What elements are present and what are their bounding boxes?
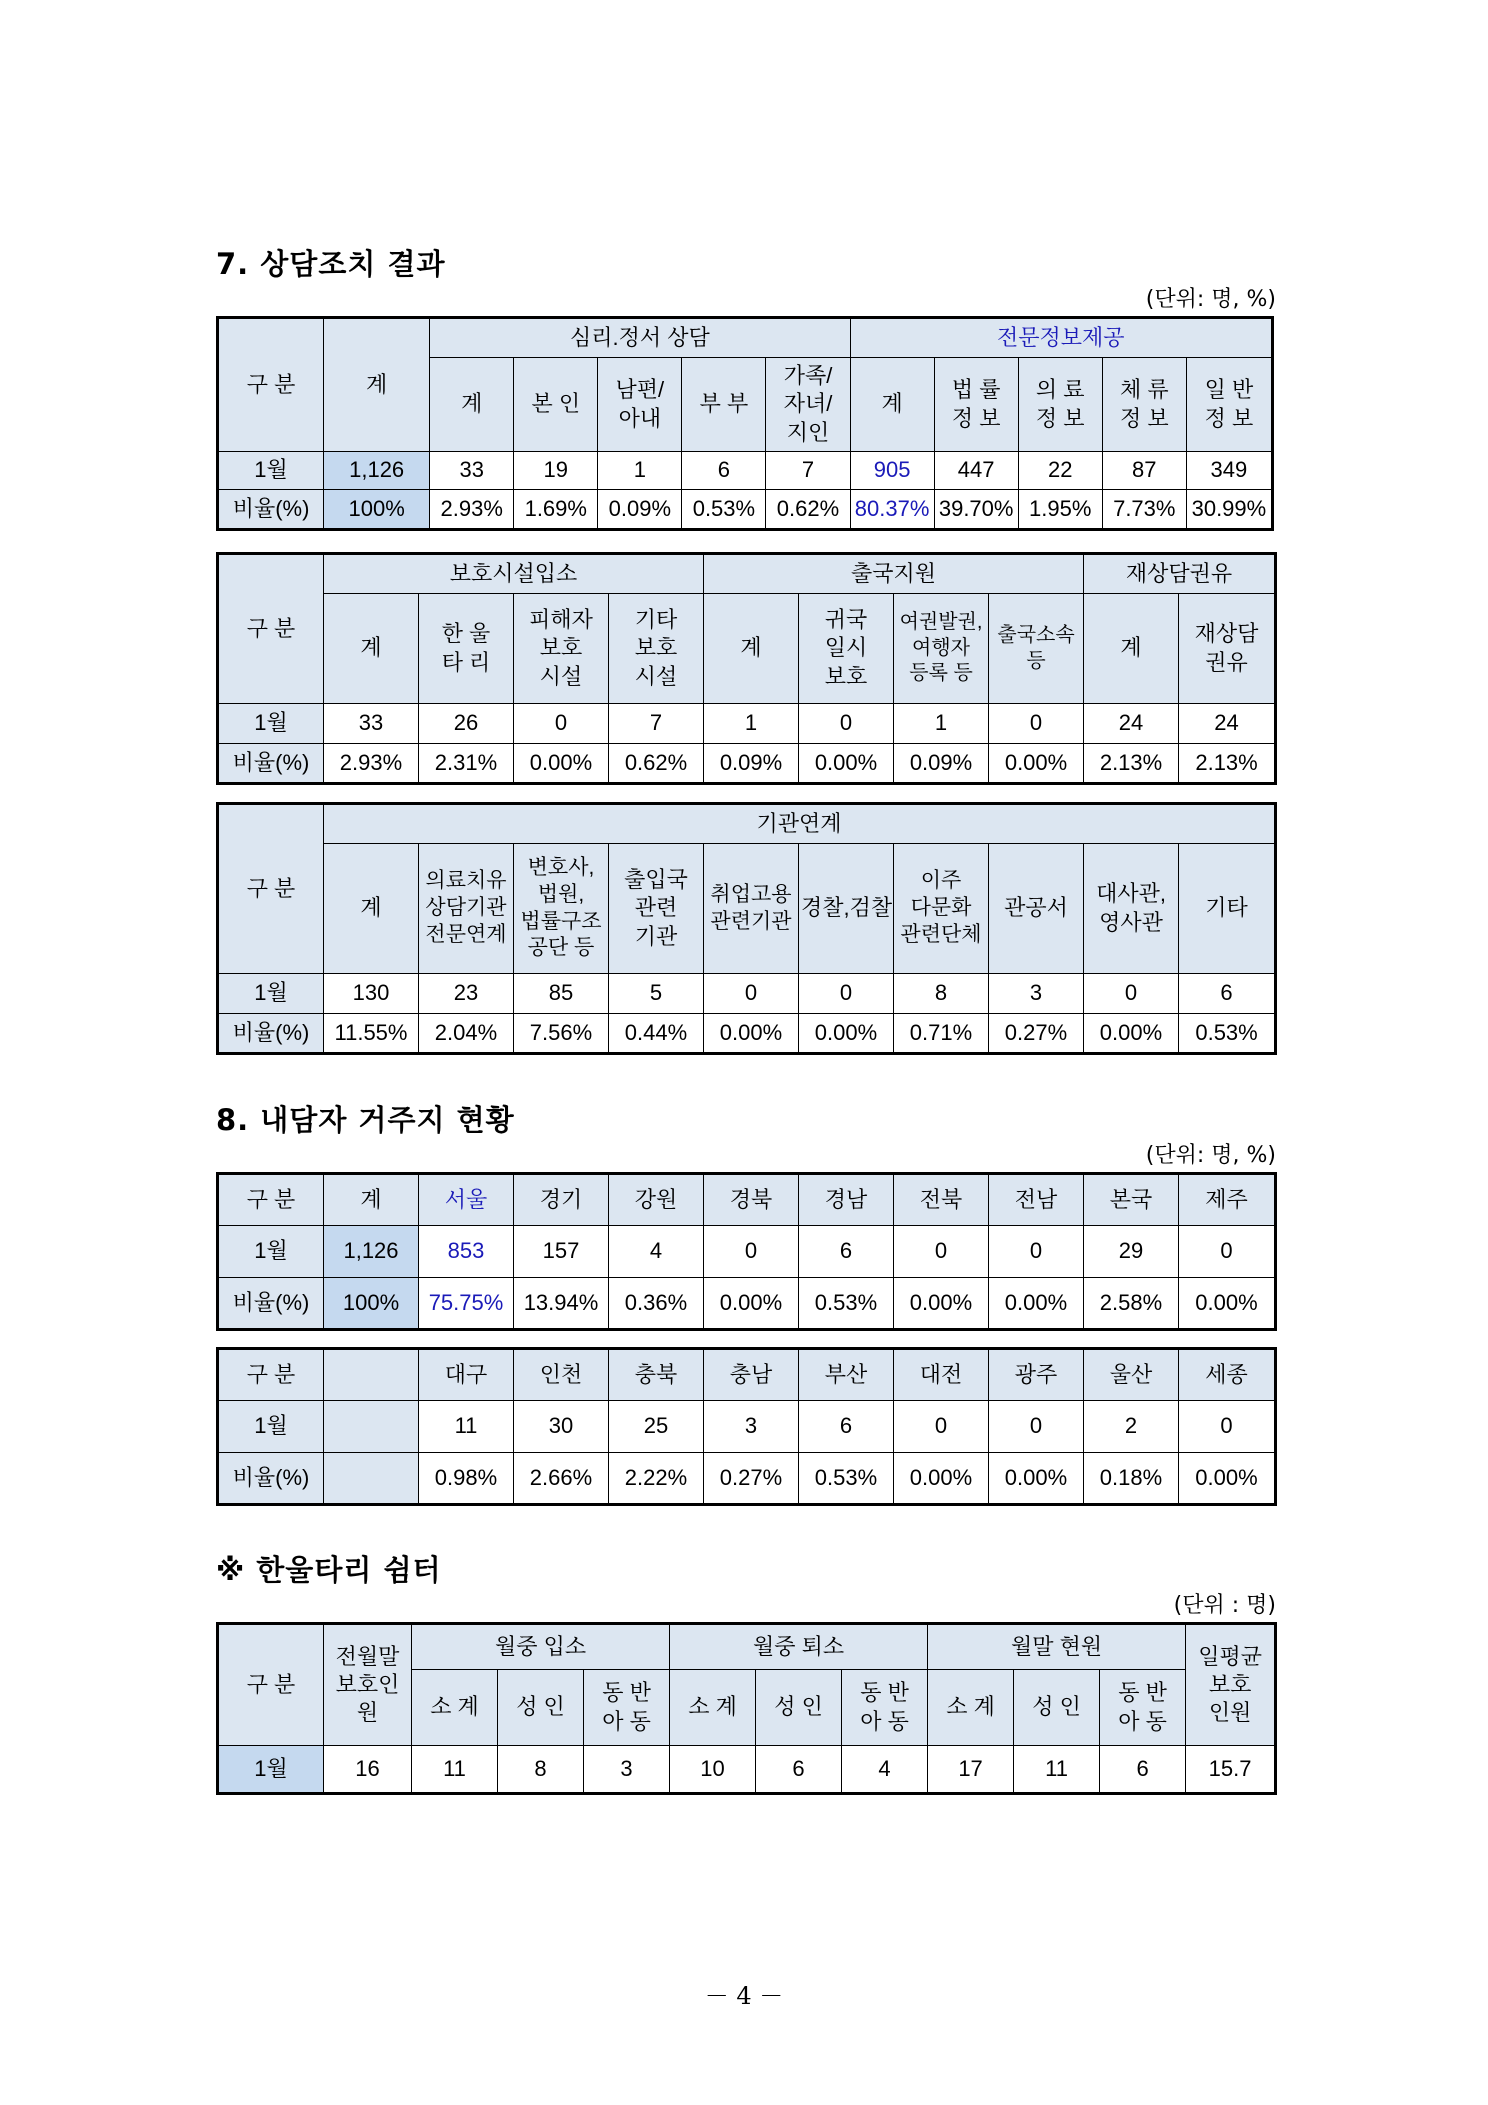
cell: 80.37% [850, 490, 934, 530]
col-header: 계 [324, 1174, 419, 1226]
cell: 0.00% [894, 1278, 989, 1330]
cell: 100% [324, 490, 430, 530]
sub-col: 동 반 아 동 [1100, 1670, 1186, 1746]
cell: 0.44% [609, 1014, 704, 1054]
cell: 11.55% [324, 1014, 419, 1054]
col-gubun: 구 분 [218, 318, 324, 452]
cell: 1.69% [514, 490, 598, 530]
cell: 8 [894, 974, 989, 1014]
cell: 0.62% [609, 744, 704, 784]
col-header: 부산 [799, 1349, 894, 1401]
cell: 4 [609, 1226, 704, 1278]
col-header: 귀국 일시 보호 [799, 594, 894, 704]
cell: 26 [419, 704, 514, 744]
cell: 30 [514, 1401, 609, 1453]
psych-col: 부 부 [682, 358, 766, 452]
cell: 75.75% [419, 1278, 514, 1330]
sub-col: 성 인 [1014, 1670, 1100, 1746]
info-col: 법 률 정 보 [934, 358, 1018, 452]
cell: 0.00% [704, 1014, 799, 1054]
cell: 0.00% [704, 1278, 799, 1330]
col-header: 전북 [894, 1174, 989, 1226]
cell: 0.62% [766, 490, 850, 530]
cell: 87 [1102, 452, 1186, 490]
row-label: 비율(%) [218, 490, 324, 530]
cell: 0.98% [419, 1453, 514, 1505]
shelter-table [216, 1622, 1277, 1795]
cell: 2 [1084, 1401, 1179, 1453]
col-header: 출국소속 등 [989, 594, 1084, 704]
cell: 16 [324, 1746, 412, 1794]
counseling-result-table-3 [216, 802, 1277, 1055]
sub-col: 동 반 아 동 [584, 1670, 670, 1746]
cell: 0 [1179, 1401, 1276, 1453]
cell: 2.31% [419, 744, 514, 784]
cell: 0.09% [894, 744, 989, 784]
cell: 6 [756, 1746, 842, 1794]
col-header: 출입국 관련 기관 [609, 844, 704, 974]
col-header: 계 [704, 594, 799, 704]
col-header: 피해자 보호 시설 [514, 594, 609, 704]
cell: 1 [704, 704, 799, 744]
row-label: 비율(%) [218, 1278, 324, 1330]
col-header: 서울 [419, 1174, 514, 1226]
cell: 0.00% [799, 744, 894, 784]
cell: 39.70% [934, 490, 1018, 530]
cell: 853 [419, 1226, 514, 1278]
cell: 905 [850, 452, 934, 490]
cell: 2.22% [609, 1453, 704, 1505]
col-header: 관공서 [989, 844, 1084, 974]
cell: 2.13% [1179, 744, 1276, 784]
col-header: 전남 [989, 1174, 1084, 1226]
cell: 33 [324, 704, 419, 744]
section-7-title: 7. 상담조치 결과 [216, 247, 446, 281]
sub-col: 성 인 [498, 1670, 584, 1746]
cell: 0.71% [894, 1014, 989, 1054]
cell [324, 1401, 419, 1453]
info-col: 계 [850, 358, 934, 452]
cell: 7.56% [514, 1014, 609, 1054]
col-total: 계 [324, 318, 430, 452]
group-in: 월중 입소 [412, 1624, 670, 1670]
col-header: 경북 [704, 1174, 799, 1226]
cell: 5 [609, 974, 704, 1014]
row-label: 1월 [218, 452, 324, 490]
group-departure: 출국지원 [704, 554, 1084, 594]
cell: 6 [1100, 1746, 1186, 1794]
cell: 1 [894, 704, 989, 744]
cell: 0 [704, 1226, 799, 1278]
col-header: 본국 [1084, 1174, 1179, 1226]
col-header: 인천 [514, 1349, 609, 1401]
cell: 0.00% [894, 1453, 989, 1505]
cell: 0.27% [704, 1453, 799, 1505]
cell: 0.00% [989, 744, 1084, 784]
group-info: 전문정보제공 [850, 318, 1272, 358]
col-header: 구 분 [218, 1349, 324, 1401]
cell: 2.58% [1084, 1278, 1179, 1330]
cell: 17 [928, 1746, 1014, 1794]
section-8-title: 8. 내담자 거주지 현황 [216, 1103, 515, 1137]
residence-table-2 [216, 1347, 1277, 1506]
sub-col: 성 인 [756, 1670, 842, 1746]
group-recounsel: 재상담권유 [1084, 554, 1276, 594]
col-header: 기타 보호 시설 [609, 594, 704, 704]
col-gubun: 구 분 [218, 554, 324, 704]
cell: 6 [799, 1226, 894, 1278]
col-header: 구 분 [218, 1174, 324, 1226]
shelter-title: ※ 한울타리 쉼터 [216, 1553, 442, 1587]
row-label: 1월 [218, 1226, 324, 1278]
col-header: 의료치유 상담기관 전문연계 [419, 844, 514, 974]
row-label: 1월 [218, 1401, 324, 1453]
cell: 15.7 [1186, 1746, 1276, 1794]
cell: 0.09% [704, 744, 799, 784]
cell: 1.95% [1018, 490, 1102, 530]
cell: 6 [682, 452, 766, 490]
col-header: 기타 [1179, 844, 1276, 974]
col-header: 변호사, 법원, 법률구조 공단 등 [514, 844, 609, 974]
group-agency: 기관연계 [324, 804, 1276, 844]
cell: 1,126 [324, 452, 430, 490]
cell: 19 [514, 452, 598, 490]
cell: 29 [1084, 1226, 1179, 1278]
cell: 0 [894, 1401, 989, 1453]
col-header: 제주 [1179, 1174, 1276, 1226]
psych-col: 남편/ 아내 [598, 358, 682, 452]
row-label: 1월 [218, 1746, 324, 1794]
cell: 0 [799, 704, 894, 744]
cell: 0 [989, 1226, 1084, 1278]
cell: 23 [419, 974, 514, 1014]
cell: 0.00% [989, 1278, 1084, 1330]
cell: 3 [584, 1746, 670, 1794]
shelter-unit: (단위 : 명) [1173, 1593, 1276, 1618]
section-7-unit: (단위: 명, %) [1145, 287, 1276, 312]
cell: 7.73% [1102, 490, 1186, 530]
cell: 7 [609, 704, 704, 744]
cell: 6 [1179, 974, 1276, 1014]
cell: 30.99% [1186, 490, 1272, 530]
col-header: 세종 [1179, 1349, 1276, 1401]
cell: 0.53% [1179, 1014, 1276, 1054]
cell: 3 [989, 974, 1084, 1014]
cell: 1,126 [324, 1226, 419, 1278]
row-label: 비율(%) [218, 744, 324, 784]
cell: 11 [412, 1746, 498, 1794]
col-header: 대구 [419, 1349, 514, 1401]
cell: 1 [598, 452, 682, 490]
cell: 0 [514, 704, 609, 744]
cell: 0 [894, 1226, 989, 1278]
cell: 447 [934, 452, 1018, 490]
cell: 157 [514, 1226, 609, 1278]
group-now: 월말 현원 [928, 1624, 1186, 1670]
cell: 13.94% [514, 1278, 609, 1330]
cell: 0.36% [609, 1278, 704, 1330]
group-psych: 심리.정서 상담 [430, 318, 850, 358]
col-header: 대전 [894, 1349, 989, 1401]
cell: 7 [766, 452, 850, 490]
residence-table-1 [216, 1172, 1277, 1331]
cell: 0.00% [989, 1453, 1084, 1505]
cell: 10 [670, 1746, 756, 1794]
section-8-unit: (단위: 명, %) [1145, 1143, 1276, 1168]
cell: 349 [1186, 452, 1272, 490]
col-gubun: 구 분 [218, 1624, 324, 1746]
col-header: 계 [324, 594, 419, 704]
cell: 0.53% [682, 490, 766, 530]
col-header: 경찰,검찰 [799, 844, 894, 974]
psych-col: 계 [430, 358, 514, 452]
cell: 3 [704, 1401, 799, 1453]
cell: 0.00% [799, 1014, 894, 1054]
sub-col: 소 계 [412, 1670, 498, 1746]
row-label: 비율(%) [218, 1453, 324, 1505]
col-header: 재상담 권유 [1179, 594, 1276, 704]
cell: 0.00% [514, 744, 609, 784]
row-label: 1월 [218, 704, 324, 744]
cell: 4 [842, 1746, 928, 1794]
cell: 85 [514, 974, 609, 1014]
sub-col: 동 반 아 동 [842, 1670, 928, 1746]
col-header: 여권발권, 여행자 등록 등 [894, 594, 989, 704]
cell: 0.53% [799, 1453, 894, 1505]
cell: 0.53% [799, 1278, 894, 1330]
cell: 0 [1084, 974, 1179, 1014]
cell: 0.27% [989, 1014, 1084, 1054]
col-header: 충북 [609, 1349, 704, 1401]
psych-col: 가족/ 자녀/ 지인 [766, 358, 850, 452]
cell: 2.93% [324, 744, 419, 784]
sub-col: 소 계 [928, 1670, 1014, 1746]
col-header: 경기 [514, 1174, 609, 1226]
cell: 0 [989, 704, 1084, 744]
cell: 0 [1179, 1226, 1276, 1278]
psych-col: 본 인 [514, 358, 598, 452]
cell: 0.00% [1179, 1453, 1276, 1505]
group-shelter: 보호시설입소 [324, 554, 704, 594]
col-header: 계 [324, 844, 419, 974]
cell: 0 [989, 1401, 1084, 1453]
cell: 0.00% [1084, 1014, 1179, 1054]
col-header: 경남 [799, 1174, 894, 1226]
col-header: 충남 [704, 1349, 799, 1401]
group-out: 월중 퇴소 [670, 1624, 928, 1670]
col-header: 한 울 타 리 [419, 594, 514, 704]
cell: 2.93% [430, 490, 514, 530]
cell: 0.00% [1179, 1278, 1276, 1330]
row-label: 1월 [218, 974, 324, 1014]
col-header: 강원 [609, 1174, 704, 1226]
cell: 8 [498, 1746, 584, 1794]
col-header: 취업고용 관련기관 [704, 844, 799, 974]
cell: 130 [324, 974, 419, 1014]
cell: 100% [324, 1278, 419, 1330]
col-header: 대사관, 영사관 [1084, 844, 1179, 974]
cell: 25 [609, 1401, 704, 1453]
cell: 11 [1014, 1746, 1100, 1794]
col-header: 계 [1084, 594, 1179, 704]
cell [324, 1453, 419, 1505]
cell: 6 [799, 1401, 894, 1453]
info-col: 일 반 정 보 [1186, 358, 1272, 452]
counseling-result-table-2 [216, 552, 1277, 785]
page-number: － 4 － [704, 1982, 784, 2010]
cell: 0.18% [1084, 1453, 1179, 1505]
cell: 2.04% [419, 1014, 514, 1054]
sub-col: 소 계 [670, 1670, 756, 1746]
col-header [324, 1349, 419, 1401]
col-gubun: 구 분 [218, 804, 324, 974]
info-col: 의 료 정 보 [1018, 358, 1102, 452]
col-avg: 일평균 보호 인원 [1186, 1624, 1276, 1746]
col-header: 광주 [989, 1349, 1084, 1401]
row-label: 비율(%) [218, 1014, 324, 1054]
cell: 24 [1179, 704, 1276, 744]
counseling-result-table-1 [216, 316, 1274, 531]
cell: 0 [704, 974, 799, 1014]
cell: 2.13% [1084, 744, 1179, 784]
cell: 2.66% [514, 1453, 609, 1505]
cell: 33 [430, 452, 514, 490]
info-col: 체 류 정 보 [1102, 358, 1186, 452]
cell: 22 [1018, 452, 1102, 490]
col-prev: 전월말 보호인원 [324, 1624, 412, 1746]
cell: 24 [1084, 704, 1179, 744]
cell: 0 [799, 974, 894, 1014]
col-header: 이주 다문화 관련단체 [894, 844, 989, 974]
cell: 11 [419, 1401, 514, 1453]
cell: 0.09% [598, 490, 682, 530]
col-header: 울산 [1084, 1349, 1179, 1401]
